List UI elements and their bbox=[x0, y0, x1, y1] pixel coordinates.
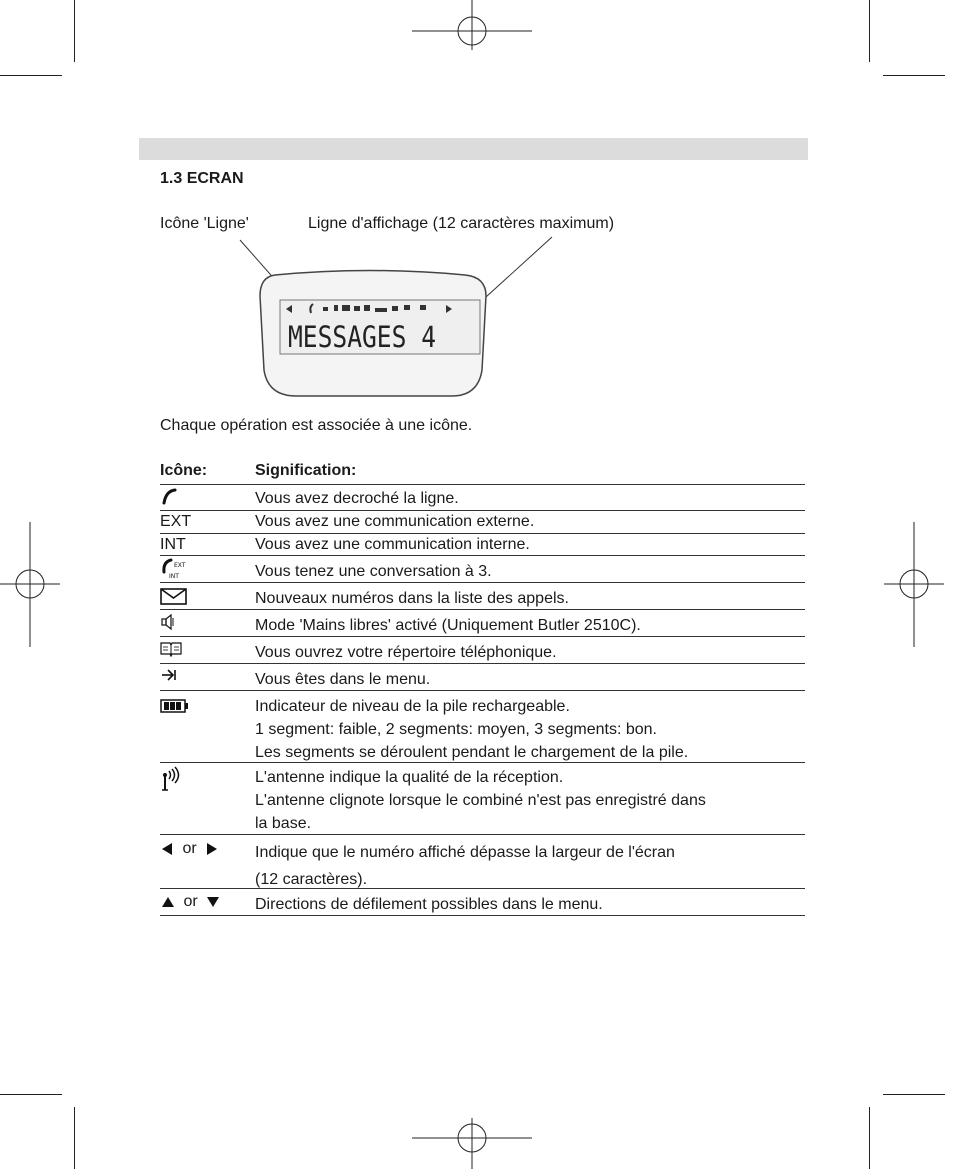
table-row-text: Vous avez une communication externe. bbox=[255, 513, 535, 530]
menu-arrow-icon bbox=[160, 667, 180, 683]
table-row-text: Vous êtes dans le menu. bbox=[255, 671, 431, 688]
int-label: INT bbox=[160, 536, 186, 553]
ext-label: EXT bbox=[160, 513, 192, 530]
table-row bbox=[160, 487, 182, 512]
table-divider bbox=[160, 555, 805, 556]
crop-mark bbox=[74, 1107, 75, 1169]
table-divider bbox=[160, 834, 805, 835]
registration-mark-icon bbox=[0, 522, 60, 647]
table-row bbox=[160, 893, 221, 911]
table-divider bbox=[160, 636, 805, 637]
down-arrow-icon bbox=[205, 895, 221, 909]
caption-display-line: Ligne d'affichage (12 caractères maximum) bbox=[308, 215, 615, 232]
envelope-icon bbox=[160, 588, 188, 606]
handset-icon bbox=[160, 487, 182, 507]
or-label: or bbox=[183, 893, 198, 910]
left-arrow-icon bbox=[160, 841, 174, 857]
table-divider bbox=[160, 888, 805, 889]
table-divider bbox=[160, 690, 805, 691]
right-arrow-icon bbox=[205, 841, 219, 857]
lcd-text: MESSAGES 4 bbox=[288, 320, 436, 354]
header-bar bbox=[139, 138, 808, 160]
registration-mark-icon bbox=[412, 1118, 532, 1169]
conference-icon bbox=[160, 558, 190, 580]
crop-mark bbox=[869, 0, 870, 62]
table-row bbox=[160, 840, 219, 858]
crop-mark bbox=[0, 75, 62, 76]
crop-mark bbox=[0, 1094, 62, 1095]
table-row bbox=[160, 667, 180, 688]
table-row-text: Vous avez une communication interne. bbox=[255, 536, 530, 553]
table-divider bbox=[160, 484, 805, 485]
caption-icon-line: Icône 'Ligne' bbox=[160, 215, 249, 232]
intro-text: Chaque opération est associée à une icône. bbox=[160, 417, 473, 434]
table-divider bbox=[160, 582, 805, 583]
table-row-text: Vous tenez une conversation à 3. bbox=[255, 563, 492, 580]
speaker-icon bbox=[160, 613, 178, 631]
table-row-text: Mode 'Mains libres' activé (Uniquement Butler 2510C). bbox=[255, 617, 641, 634]
crop-mark bbox=[74, 0, 75, 62]
table-header-icon: Icône: bbox=[160, 462, 208, 479]
or-label: or bbox=[182, 840, 197, 857]
table-divider bbox=[160, 915, 805, 916]
table-row bbox=[160, 558, 190, 585]
table-row bbox=[160, 698, 190, 719]
registration-mark-icon bbox=[412, 0, 532, 50]
table-divider bbox=[160, 663, 805, 664]
table-row-text: Nouveaux numéros dans la liste des appels. bbox=[255, 590, 569, 607]
lcd-display-illustration bbox=[230, 230, 590, 405]
table-row bbox=[160, 641, 182, 662]
table-row-text: Vous ouvrez votre répertoire téléphonique. bbox=[255, 644, 557, 661]
battery-icon bbox=[160, 698, 190, 714]
up-arrow-icon bbox=[160, 895, 176, 909]
table-row-text: L'antenne indique la qualité de la réception. L'antenne clignote lorsque le combiné n'est pas enregistré dans la base. bbox=[255, 769, 706, 832]
table-divider bbox=[160, 609, 805, 610]
table-row-text: Vous avez decroché la ligne. bbox=[255, 490, 459, 507]
antenna-icon bbox=[160, 766, 180, 792]
svg-text:EXT: EXT bbox=[174, 562, 186, 569]
crop-mark bbox=[883, 1094, 945, 1095]
table-row-text: Indique que le numéro affiché dépasse la largeur de l'écran (12 caractères). bbox=[255, 844, 675, 888]
table-header-meaning: Signification: bbox=[255, 462, 357, 479]
table-row bbox=[160, 766, 180, 797]
table-row bbox=[160, 588, 188, 611]
table-row-text: Indicateur de niveau de la pile rechargeable. 1 segment: faible, 2 segments: moyen, 3 segments: bon. Les segments se déroulent pendant le chargement de la pile. bbox=[255, 698, 689, 761]
crop-mark bbox=[869, 1107, 870, 1169]
svg-text:INT: INT bbox=[169, 573, 179, 580]
phonebook-icon bbox=[160, 641, 182, 657]
crop-mark bbox=[883, 75, 945, 76]
table-row bbox=[160, 613, 178, 636]
registration-mark-icon bbox=[884, 522, 944, 647]
table-row-text: Directions de défilement possibles dans le menu. bbox=[255, 896, 603, 913]
table-divider bbox=[160, 762, 805, 763]
section-title: 1.3 ECRAN bbox=[160, 170, 244, 187]
